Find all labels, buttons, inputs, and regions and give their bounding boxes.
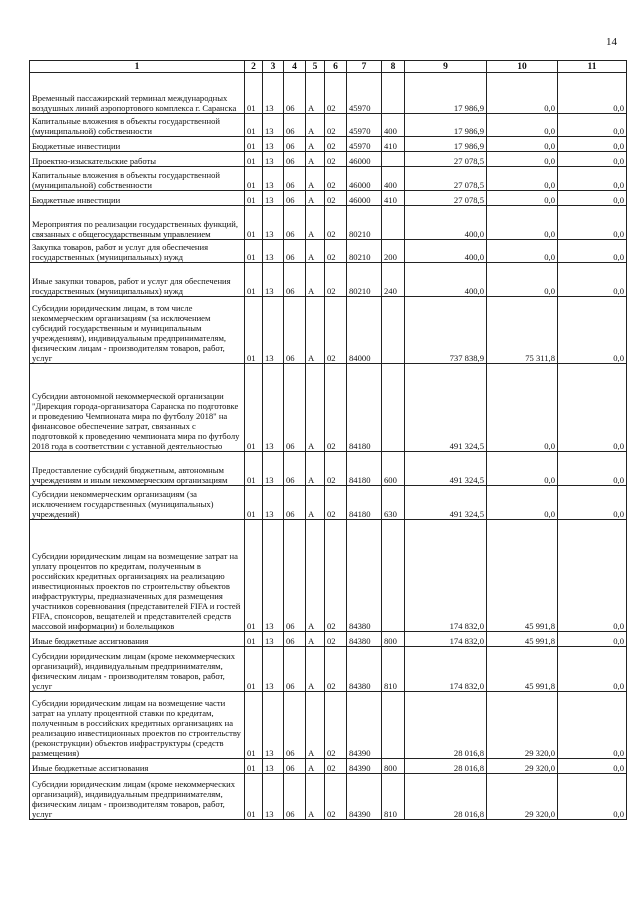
row-code-8: 630 <box>382 486 405 520</box>
table-row <box>30 774 627 820</box>
row-code-6: 02 <box>325 152 347 167</box>
table-row <box>30 759 627 774</box>
row-code-6: 02 <box>325 167 347 191</box>
table-row <box>30 647 627 692</box>
row-code-2: 01 <box>245 263 263 297</box>
row-code-3: 13 <box>263 692 284 759</box>
row-value-11: 0,0 <box>558 692 627 759</box>
row-code-3: 13 <box>263 759 284 774</box>
row-code-6: 02 <box>325 240 347 263</box>
row-value-9: 28 016,8 <box>405 692 487 759</box>
row-code-2: 01 <box>245 774 263 820</box>
row-value-10: 0,0 <box>487 137 558 152</box>
row-value-10: 0,0 <box>487 167 558 191</box>
row-code-4: 06 <box>284 364 306 452</box>
row-value-11: 0,0 <box>558 167 627 191</box>
row-value-11: 0,0 <box>558 297 627 364</box>
row-code-6: 02 <box>325 191 347 206</box>
table-row <box>30 73 627 114</box>
header-cell: 1 <box>30 61 245 73</box>
row-code-4: 06 <box>284 137 306 152</box>
row-value-10: 45 991,8 <box>487 647 558 692</box>
row-code-8 <box>382 692 405 759</box>
row-code-6: 02 <box>325 647 347 692</box>
page-number: 14 <box>606 36 617 48</box>
row-value-11: 0,0 <box>558 191 627 206</box>
row-name: Субсидии юридическим лицам на возмещение затрат на уплату процентов по кредитам, полученным в российских кредитных организациях на реализацию инвестиционных проектов по строительству объектов инфраструктуры, предназначенных для размещения участников соревнования (представителей FIFA и гостей FIFA, спонсоров, вещателей и представителей средств массовой информации) и болельщиков <box>30 520 245 632</box>
row-value-11: 0,0 <box>558 452 627 486</box>
row-code-8: 400 <box>382 114 405 137</box>
row-code-5: А <box>306 263 325 297</box>
row-code-4: 06 <box>284 647 306 692</box>
row-code-3: 13 <box>263 206 284 240</box>
row-code-3: 13 <box>263 452 284 486</box>
row-code-3: 13 <box>263 152 284 167</box>
row-code-8 <box>382 152 405 167</box>
row-code-8: 400 <box>382 167 405 191</box>
row-name: Субсидии юридическим лицам (кроме некоммерческих организаций), индивидуальным предпринимателям, физическим лицам - производителям товаров, работ, услуг <box>30 647 245 692</box>
row-code-3: 13 <box>263 240 284 263</box>
row-value-10: 0,0 <box>487 73 558 114</box>
row-value-10: 75 311,8 <box>487 297 558 364</box>
row-value-9: 174 832,0 <box>405 520 487 632</box>
table-row <box>30 452 627 486</box>
row-code-6: 02 <box>325 263 347 297</box>
row-code-2: 01 <box>245 240 263 263</box>
row-code-2: 01 <box>245 520 263 632</box>
row-name: Субсидии автономной некоммерческой организации "Дирекция города-организатора Саранска по подготовке и проведению Чемпионата мира по футболу 2018" на финансовое обеспечение затрат, связанных с подготовкой к проведению чемпионата мира по футболу 2018 года в соответствии с уставной деятельностью <box>30 364 245 452</box>
row-code-4: 06 <box>284 486 306 520</box>
row-code-8: 810 <box>382 774 405 820</box>
header-cell: 9 <box>405 61 487 73</box>
row-code-3: 13 <box>263 167 284 191</box>
row-code-5: А <box>306 774 325 820</box>
row-code-5: А <box>306 240 325 263</box>
table-row <box>30 263 627 297</box>
row-code-7: 84380 <box>347 632 382 647</box>
row-name: Проектно-изыскательские работы <box>30 152 245 167</box>
row-code-8 <box>382 297 405 364</box>
row-code-6: 02 <box>325 114 347 137</box>
row-value-9: 28 016,8 <box>405 759 487 774</box>
row-code-5: А <box>306 452 325 486</box>
row-code-6: 02 <box>325 206 347 240</box>
row-code-2: 01 <box>245 167 263 191</box>
row-code-7: 46000 <box>347 167 382 191</box>
row-code-6: 02 <box>325 137 347 152</box>
table-row <box>30 114 627 137</box>
header-cell: 5 <box>306 61 325 73</box>
row-code-2: 01 <box>245 191 263 206</box>
table-row <box>30 206 627 240</box>
row-code-7: 84390 <box>347 692 382 759</box>
row-value-10: 0,0 <box>487 486 558 520</box>
row-name: Субсидии юридическим лицам на возмещение части затрат на уплату процентной ставки по кредитам, полученным в российских кредитных организациях на реализацию инвестиционных проектов по строительству (реконструкции) объектов инфраструктуры (средств размещения) <box>30 692 245 759</box>
table-row <box>30 137 627 152</box>
row-code-3: 13 <box>263 114 284 137</box>
row-code-2: 01 <box>245 206 263 240</box>
table-row <box>30 632 627 647</box>
row-code-4: 06 <box>284 759 306 774</box>
header-cell: 2 <box>245 61 263 73</box>
row-code-7: 45970 <box>347 137 382 152</box>
row-code-6: 02 <box>325 297 347 364</box>
row-value-10: 0,0 <box>487 114 558 137</box>
row-code-8: 410 <box>382 191 405 206</box>
row-name: Субсидии юридическим лицам (кроме некоммерческих организаций), индивидуальным предпринимателям, физическим лицам - производителям товаров, работ, услуг <box>30 774 245 820</box>
row-code-8: 410 <box>382 137 405 152</box>
table-row <box>30 692 627 759</box>
header-cell: 8 <box>382 61 405 73</box>
row-name: Иные бюджетные ассигнования <box>30 632 245 647</box>
table-row <box>30 364 627 452</box>
row-code-6: 02 <box>325 452 347 486</box>
row-code-7: 84180 <box>347 486 382 520</box>
row-code-5: А <box>306 647 325 692</box>
row-code-8: 600 <box>382 452 405 486</box>
row-code-3: 13 <box>263 647 284 692</box>
row-value-11: 0,0 <box>558 137 627 152</box>
row-value-11: 0,0 <box>558 206 627 240</box>
row-value-10: 29 320,0 <box>487 692 558 759</box>
row-code-6: 02 <box>325 774 347 820</box>
row-code-8: 800 <box>382 632 405 647</box>
row-value-11: 0,0 <box>558 632 627 647</box>
row-value-10: 29 320,0 <box>487 759 558 774</box>
row-value-9: 491 324,5 <box>405 364 487 452</box>
row-code-7: 80210 <box>347 206 382 240</box>
row-code-8 <box>382 206 405 240</box>
row-code-4: 06 <box>284 114 306 137</box>
row-code-3: 13 <box>263 263 284 297</box>
row-name: Бюджетные инвестиции <box>30 137 245 152</box>
row-code-7: 84390 <box>347 774 382 820</box>
row-code-4: 06 <box>284 520 306 632</box>
row-code-5: А <box>306 152 325 167</box>
header-cell: 7 <box>347 61 382 73</box>
row-code-2: 01 <box>245 486 263 520</box>
row-value-11: 0,0 <box>558 774 627 820</box>
row-name: Субсидии юридическим лицам, в том числе некоммерческим организациям (за исключением субсидий государственным и муниципальным учреждениям), индивидуальным предпринимателям, физическим лицам - производителям товаров, работ, услуг <box>30 297 245 364</box>
row-code-8 <box>382 73 405 114</box>
row-value-9: 491 324,5 <box>405 486 487 520</box>
row-name: Субсидии некоммерческим организациям (за исключением государственных (муниципальных) учреждений) <box>30 486 245 520</box>
row-code-5: А <box>306 206 325 240</box>
row-value-9: 174 832,0 <box>405 632 487 647</box>
row-code-6: 02 <box>325 486 347 520</box>
row-code-8: 800 <box>382 759 405 774</box>
row-code-7: 45970 <box>347 114 382 137</box>
row-value-10: 0,0 <box>487 364 558 452</box>
row-code-2: 01 <box>245 73 263 114</box>
row-value-11: 0,0 <box>558 647 627 692</box>
row-name: Мероприятия по реализации государственных функций, связанных с общегосударственным управлением <box>30 206 245 240</box>
row-code-2: 01 <box>245 759 263 774</box>
row-code-5: А <box>306 137 325 152</box>
row-code-2: 01 <box>245 452 263 486</box>
row-value-10: 0,0 <box>487 263 558 297</box>
row-code-8: 810 <box>382 647 405 692</box>
row-value-9: 27 078,5 <box>405 167 487 191</box>
row-code-8 <box>382 364 405 452</box>
row-code-6: 02 <box>325 692 347 759</box>
table-row <box>30 520 627 632</box>
row-code-7: 84380 <box>347 647 382 692</box>
row-code-5: А <box>306 191 325 206</box>
row-value-9: 400,0 <box>405 206 487 240</box>
row-value-9: 491 324,5 <box>405 452 487 486</box>
table-row <box>30 486 627 520</box>
row-value-10: 45 991,8 <box>487 632 558 647</box>
row-code-7: 80210 <box>347 263 382 297</box>
row-code-3: 13 <box>263 191 284 206</box>
header-cell: 6 <box>325 61 347 73</box>
row-code-5: А <box>306 759 325 774</box>
row-name: Предоставление субсидий бюджетным, автономным учреждениям и иным некоммерческим организациям <box>30 452 245 486</box>
row-code-8: 200 <box>382 240 405 263</box>
row-value-11: 0,0 <box>558 364 627 452</box>
table-row <box>30 240 627 263</box>
row-code-7: 45970 <box>347 73 382 114</box>
row-code-7: 80210 <box>347 240 382 263</box>
row-value-11: 0,0 <box>558 520 627 632</box>
row-code-4: 06 <box>284 263 306 297</box>
row-code-5: А <box>306 364 325 452</box>
row-code-7: 84180 <box>347 364 382 452</box>
row-code-5: А <box>306 167 325 191</box>
header-cell: 3 <box>263 61 284 73</box>
row-value-10: 0,0 <box>487 191 558 206</box>
row-code-7: 84380 <box>347 520 382 632</box>
row-code-2: 01 <box>245 692 263 759</box>
row-value-11: 0,0 <box>558 759 627 774</box>
row-value-11: 0,0 <box>558 263 627 297</box>
row-code-7: 84000 <box>347 297 382 364</box>
row-value-11: 0,0 <box>558 114 627 137</box>
row-code-2: 01 <box>245 114 263 137</box>
table-row <box>30 167 627 191</box>
row-value-9: 17 986,9 <box>405 137 487 152</box>
row-code-5: А <box>306 520 325 632</box>
header-cell: 11 <box>558 61 627 73</box>
row-code-4: 06 <box>284 297 306 364</box>
row-code-2: 01 <box>245 364 263 452</box>
row-value-9: 737 838,9 <box>405 297 487 364</box>
row-name: Временный пассажирский терминал международных воздушных линий аэропортового комплекса г. Саранска <box>30 73 245 114</box>
row-value-10: 0,0 <box>487 152 558 167</box>
row-value-9: 27 078,5 <box>405 191 487 206</box>
row-code-5: А <box>306 632 325 647</box>
row-value-10: 0,0 <box>487 206 558 240</box>
table-row <box>30 297 627 364</box>
row-code-4: 06 <box>284 152 306 167</box>
row-code-2: 01 <box>245 632 263 647</box>
row-value-9: 28 016,8 <box>405 774 487 820</box>
table-row <box>30 191 627 206</box>
row-code-4: 06 <box>284 774 306 820</box>
row-value-10: 0,0 <box>487 452 558 486</box>
row-code-5: А <box>306 297 325 364</box>
row-code-3: 13 <box>263 73 284 114</box>
row-code-5: А <box>306 486 325 520</box>
row-code-4: 06 <box>284 73 306 114</box>
header-cell: 4 <box>284 61 306 73</box>
row-code-3: 13 <box>263 137 284 152</box>
row-value-9: 17 986,9 <box>405 114 487 137</box>
row-code-7: 46000 <box>347 191 382 206</box>
row-code-7: 46000 <box>347 152 382 167</box>
row-code-4: 06 <box>284 206 306 240</box>
row-code-8 <box>382 520 405 632</box>
row-code-2: 01 <box>245 647 263 692</box>
row-name: Капитальные вложения в объекты государственной (муниципальной) собственности <box>30 167 245 191</box>
row-value-11: 0,0 <box>558 486 627 520</box>
row-code-4: 06 <box>284 452 306 486</box>
row-value-9: 400,0 <box>405 263 487 297</box>
row-name: Бюджетные инвестиции <box>30 191 245 206</box>
row-code-8: 240 <box>382 263 405 297</box>
row-code-6: 02 <box>325 520 347 632</box>
row-value-9: 17 986,9 <box>405 73 487 114</box>
row-code-6: 02 <box>325 73 347 114</box>
row-name: Закупка товаров, работ и услуг для обеспечения государственных (муниципальных) нужд <box>30 240 245 263</box>
row-value-10: 45 991,8 <box>487 520 558 632</box>
row-value-9: 27 078,5 <box>405 152 487 167</box>
row-value-9: 174 832,0 <box>405 647 487 692</box>
row-value-11: 0,0 <box>558 152 627 167</box>
row-name: Иные закупки товаров, работ и услуг для обеспечения государственных (муниципальных) нужд <box>30 263 245 297</box>
row-code-6: 02 <box>325 632 347 647</box>
row-name: Иные бюджетные ассигнования <box>30 759 245 774</box>
row-code-4: 06 <box>284 632 306 647</box>
row-code-3: 13 <box>263 364 284 452</box>
row-code-3: 13 <box>263 632 284 647</box>
row-code-4: 06 <box>284 692 306 759</box>
row-code-4: 06 <box>284 191 306 206</box>
row-code-7: 84390 <box>347 759 382 774</box>
row-code-5: А <box>306 73 325 114</box>
row-name: Капитальные вложения в объекты государственной (муниципальной) собственности <box>30 114 245 137</box>
table-row <box>30 152 627 167</box>
row-value-11: 0,0 <box>558 240 627 263</box>
row-code-4: 06 <box>284 167 306 191</box>
row-code-3: 13 <box>263 520 284 632</box>
row-code-3: 13 <box>263 774 284 820</box>
row-code-5: А <box>306 692 325 759</box>
row-code-3: 13 <box>263 486 284 520</box>
budget-table <box>29 60 627 820</box>
row-code-3: 13 <box>263 297 284 364</box>
row-code-5: А <box>306 114 325 137</box>
row-code-6: 02 <box>325 364 347 452</box>
row-value-10: 0,0 <box>487 240 558 263</box>
row-value-10: 29 320,0 <box>487 774 558 820</box>
row-value-9: 400,0 <box>405 240 487 263</box>
row-code-2: 01 <box>245 137 263 152</box>
row-value-11: 0,0 <box>558 73 627 114</box>
row-code-6: 02 <box>325 759 347 774</box>
row-code-4: 06 <box>284 240 306 263</box>
row-code-2: 01 <box>245 152 263 167</box>
row-code-2: 01 <box>245 297 263 364</box>
header-cell: 10 <box>487 61 558 73</box>
header-row <box>30 61 627 73</box>
row-code-7: 84180 <box>347 452 382 486</box>
